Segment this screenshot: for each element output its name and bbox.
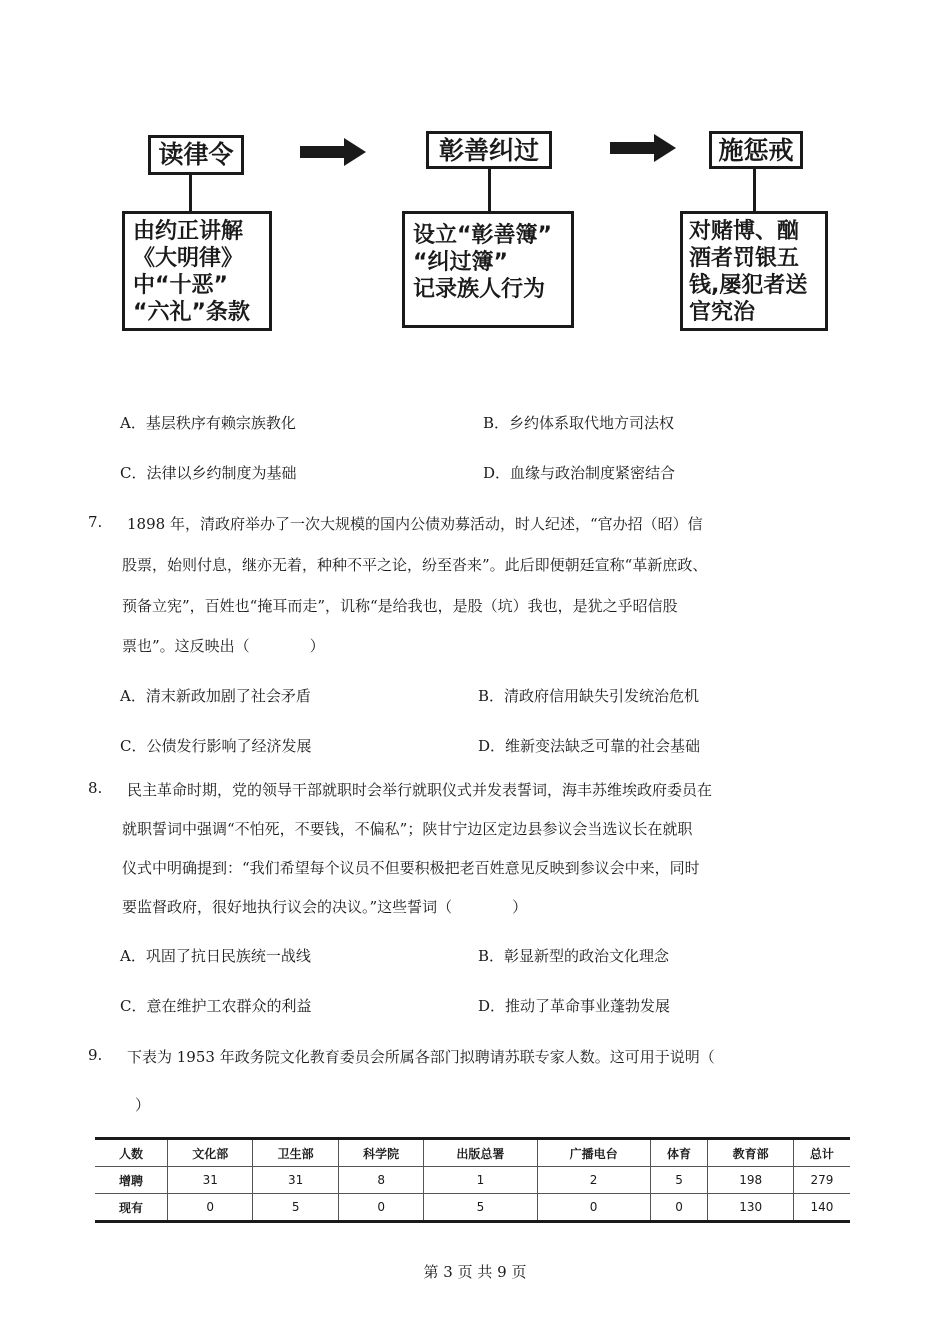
table-cell: 0 (168, 1194, 253, 1222)
q8-line: 民主革命时期，党的领导干部就职时会举行就职仪式并发表誓词，海丰苏维埃政府委员在 (127, 781, 713, 799)
experts-table (95, 1137, 850, 1223)
flow-step-3-connector (753, 169, 756, 212)
table-cell: 增聘 (95, 1167, 168, 1194)
flow-step-2-line: 记录族人行为 (413, 277, 546, 302)
q8-option-c[interactable]: C．意在维护工农群众的利益 (120, 997, 312, 1015)
table-header-row (95, 1139, 850, 1167)
table-cell: 现有 (118, 1200, 143, 1215)
q7-option-d[interactable]: D．维新变法缺乏可靠的社会基础 (478, 737, 701, 755)
q7-option-a[interactable]: A．清末新政加剧了社会矛盾 (120, 687, 311, 705)
q8-line: 仪式中明确提到：“我们希望每个议员不但要积极把老百姓意见反映到参议会中来，同时 (122, 859, 700, 877)
table-cell: 2 (537, 1167, 650, 1194)
table-row (95, 1194, 850, 1222)
table-cell: 0 (338, 1194, 423, 1222)
table-header-cell: 教育部 (708, 1139, 793, 1167)
q9-line: ） (135, 1096, 151, 1114)
table-row (95, 1167, 850, 1194)
q8-line: 要监督政府，很好地执行议会的决议。”这些誓词（ ） (122, 898, 528, 916)
q9-line: 下表为 1953 年政务院文化教育委员会所属各部门拟聘请苏联专家人数。这可用于说明（ (127, 1048, 715, 1066)
q8-line: 就职誓词中强调“不怕死，不要钱，不偏私”；陕甘宁边区定边县参议会当选议长在就职 (122, 820, 693, 838)
flow-step-1-line: 由约正讲解 (133, 219, 244, 244)
table-header-cell: 人数 (95, 1139, 168, 1167)
q6-option-a[interactable]: A．基层秩序有赖宗族教化 (120, 414, 296, 432)
flow-step-1-connector (189, 175, 192, 212)
q7-number: 7. (88, 513, 103, 531)
q7-line: 预备立宪”，百姓也“掩耳而走”，讥称“是给我也，是股（坑）我也，是犹之乎昭信股 (122, 597, 678, 615)
table-cell: 5 (650, 1167, 708, 1194)
table-header-cell: 广播电台 (537, 1139, 650, 1167)
flow-step-2-title: 彰善纠过 (426, 131, 552, 169)
table-header-cell: 卫生部 (253, 1139, 338, 1167)
flow-step-3-title: 施惩戒 (709, 131, 803, 169)
flow-step-2-box (402, 211, 574, 328)
flow-step-2-line: 设立“彰善簿” (413, 223, 552, 248)
flow-step-1-box (122, 211, 272, 331)
flow-step-3-box (680, 211, 828, 331)
table-header-cell: 体育 (650, 1139, 708, 1167)
table-cell: 31 (168, 1167, 253, 1194)
q7-line: 票也”。这反映出（ ） (122, 637, 325, 655)
flow-step-1-line: “六礼”条款 (133, 300, 250, 325)
q6-option-d[interactable]: D．血缘与政治制度紧密结合 (483, 464, 676, 482)
table-cell: 198 (708, 1167, 793, 1194)
table-cell: 279 (793, 1167, 850, 1194)
table-header-cell: 科学院 (338, 1139, 423, 1167)
flow-step-2-line: “纠过簿” (413, 250, 508, 275)
q8-option-a[interactable]: A．巩固了抗日民族统一战线 (120, 947, 311, 965)
q8-option-d[interactable]: D．推动了革命事业蓬勃发展 (478, 997, 671, 1015)
table-header-cell: 文化部 (168, 1139, 253, 1167)
q8-number: 8. (88, 779, 103, 797)
table-cell: 1 (424, 1167, 537, 1194)
flow-step-3-line: 钱,屡犯者送 (689, 273, 808, 298)
flow-step-1-title: 读律令 (148, 135, 244, 175)
q6-option-b[interactable]: B．乡约体系取代地方司法权 (483, 414, 675, 432)
flow-step-2-connector (488, 169, 491, 212)
flow-step-3-line: 酒者罚银五 (689, 246, 800, 271)
table-cell: 5 (424, 1194, 537, 1222)
table-header-cell: 出版总署 (424, 1139, 537, 1167)
q7-line: 1898 年，清政府举办了一次大规模的国内公债劝募活动，时人纪述，“官办招（昭）信 (127, 515, 703, 533)
flow-step-3-line: 对赌博、酗 (689, 219, 800, 244)
q7-option-c[interactable]: C．公债发行影响了经济发展 (120, 737, 312, 755)
flow-step-3-line: 官究治 (689, 300, 756, 325)
flow-step-1-line: 中“十恶” (133, 273, 228, 298)
q7-option-b[interactable]: B．清政府信用缺失引发统治危机 (478, 687, 700, 705)
table-cell: 5 (253, 1194, 338, 1222)
page-footer: 第 3 页 共 9 页 (423, 1263, 527, 1281)
flow-step-1-line: 《大明律》 (133, 246, 244, 271)
q7-line: 股票，始则付息，继亦无着，种种不平之论，纷至沓来”。此后即便朝廷宣称“革新庶政、 (122, 556, 708, 574)
table-cell: 8 (338, 1167, 423, 1194)
table-cell: 140 (793, 1194, 850, 1222)
table-cell: 0 (537, 1194, 650, 1222)
q9-number: 9. (88, 1046, 103, 1064)
table-cell: 31 (253, 1167, 338, 1194)
q8-option-b[interactable]: B．彰显新型的政治文化理念 (478, 947, 670, 965)
q6-option-c[interactable]: C．法律以乡约制度为基础 (120, 464, 297, 482)
table-cell: 130 (708, 1194, 793, 1222)
table-header-cell: 总计 (793, 1139, 850, 1167)
table-cell: 0 (650, 1194, 708, 1222)
